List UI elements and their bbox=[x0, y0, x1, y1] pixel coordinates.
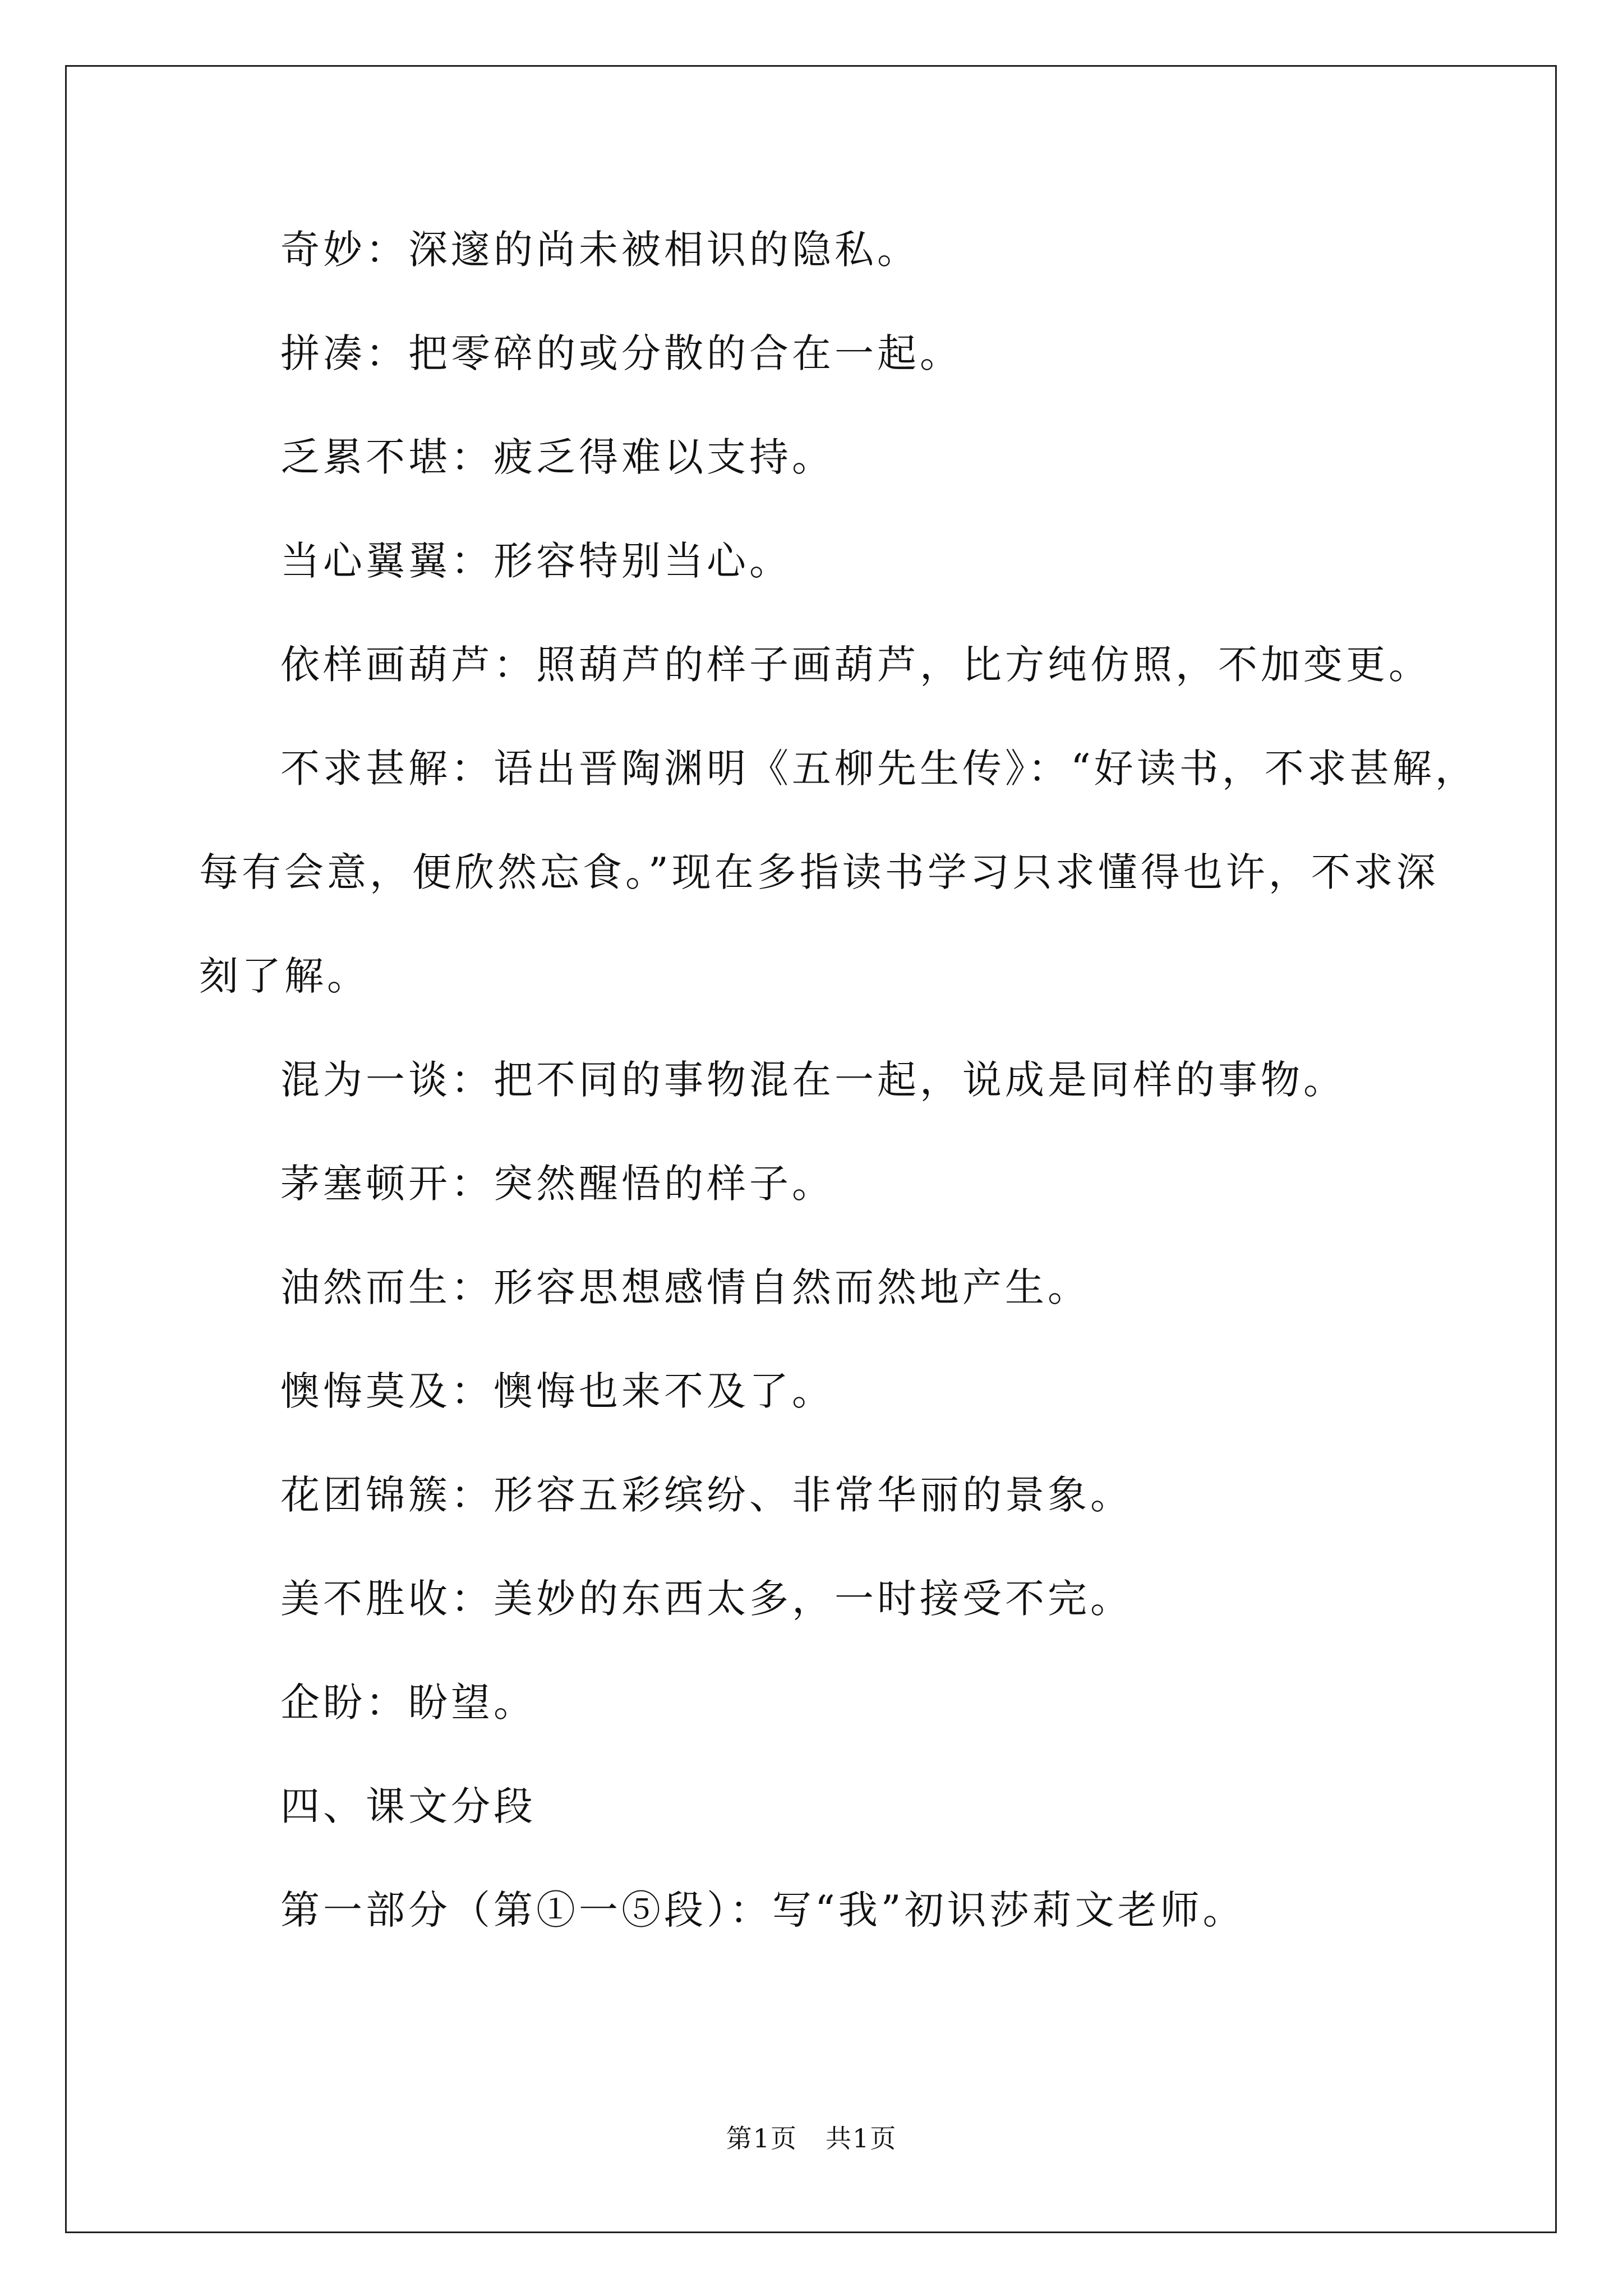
text-line: 企盼：盼望。 bbox=[280, 1680, 536, 1726]
page-total: 共1页 bbox=[825, 2123, 897, 2154]
text-line: 美不胜收：美妙的东西太多，一时接受不完。 bbox=[280, 1576, 1133, 1622]
text-line: 当心翼翼：形容特别当心。 bbox=[280, 538, 792, 584]
text-line: 乏累不堪：疲乏得难以支持。 bbox=[280, 434, 834, 480]
page-number: 第1页 bbox=[726, 2123, 798, 2154]
text-line: 油然而生：形容思想感情自然而然地产生。 bbox=[280, 1264, 1090, 1310]
text-line: 每有会意，便欣然忘食。”现在多指读书学习只求懂得也许，不求深 bbox=[199, 849, 1439, 895]
text-line: 刻了解。 bbox=[199, 953, 370, 999]
text-line: 不求甚解：语出晋陶渊明《五柳先生传》：“好读书，不求甚解， bbox=[280, 746, 1478, 792]
section-heading: 四、课文分段 bbox=[280, 1783, 536, 1829]
text-line: 懊悔莫及：懊悔也来不及了。 bbox=[280, 1368, 834, 1414]
text-line: 依样画葫芦：照葫芦的样子画葫芦，比方纯仿照，不加变更。 bbox=[280, 642, 1431, 688]
text-line: 第一部分（第①一⑤段）：写“我”初识莎莉文老师。 bbox=[280, 1887, 1246, 1933]
text-line: 混为一谈：把不同的事物混在一起，说成是同样的事物。 bbox=[280, 1057, 1346, 1103]
page-footer bbox=[0, 2122, 1623, 2155]
text-line: 拼凑：把零碎的或分散的合在一起。 bbox=[280, 330, 962, 376]
text-line: 奇妙：深邃的尚未被相识的隐私。 bbox=[280, 227, 920, 273]
text-line: 茅塞顿开：突然醒悟的样子。 bbox=[280, 1161, 834, 1207]
text-line: 花团锦簇：形容五彩缤纷、非常华丽的景象。 bbox=[280, 1472, 1133, 1518]
